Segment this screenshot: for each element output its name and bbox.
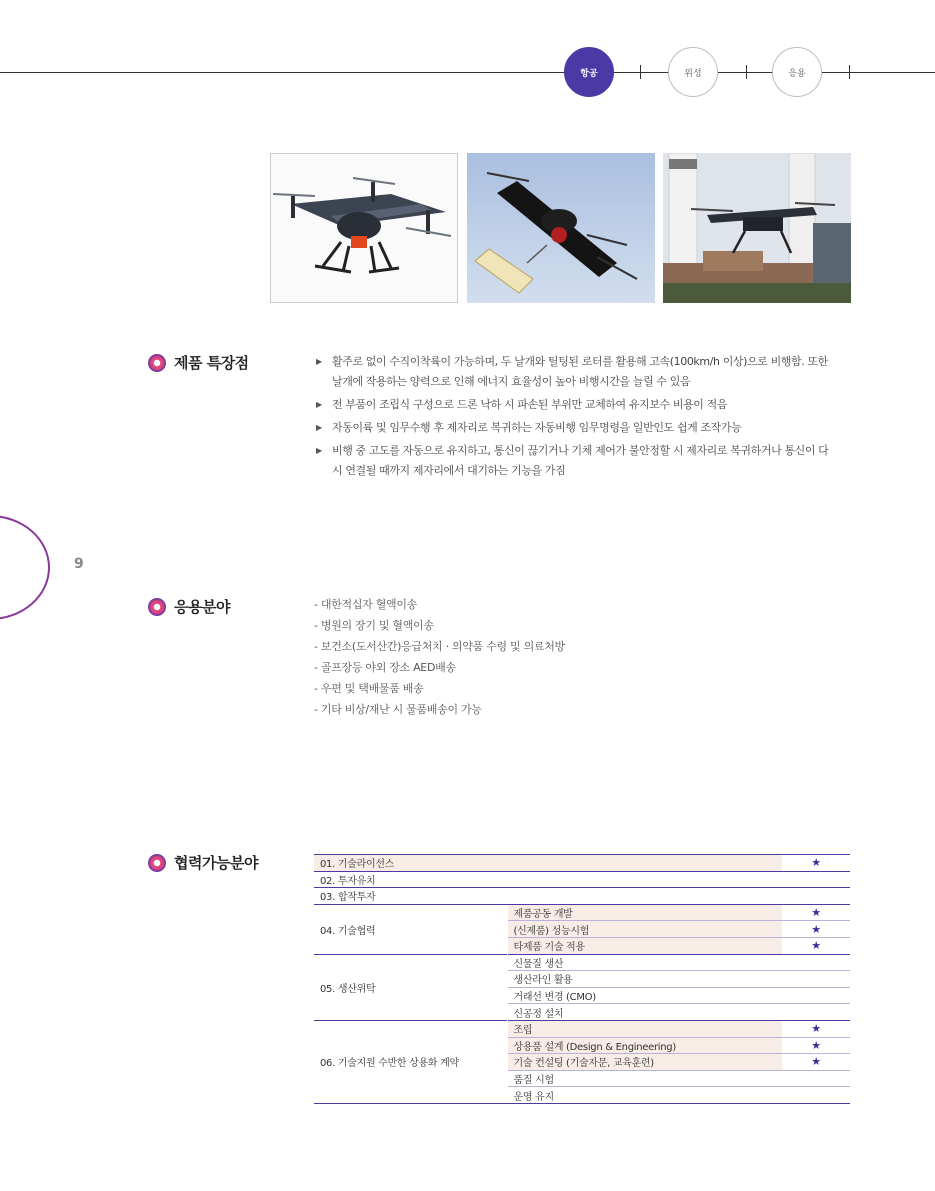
header-tick bbox=[746, 65, 747, 79]
header-tick bbox=[849, 65, 850, 79]
category-cell: 03. 합작투자 bbox=[314, 888, 782, 905]
subitem-cell: 타제품 기술 적용 bbox=[507, 937, 782, 954]
tab-label: 위성 bbox=[684, 68, 702, 79]
page-marker-arc bbox=[0, 515, 50, 620]
application-item: - 우편 및 택배물품 배송 bbox=[314, 682, 424, 695]
triangle-bullet-icon: ▶ bbox=[316, 423, 322, 432]
drone-photo-sky bbox=[467, 153, 655, 303]
star-icon: ★ bbox=[782, 904, 850, 921]
star-icon: ★ bbox=[782, 937, 850, 954]
applications-list bbox=[314, 594, 565, 720]
table-row bbox=[314, 855, 850, 872]
page-number: 9 bbox=[74, 556, 84, 572]
section-features-heading bbox=[148, 352, 249, 373]
category-cell: 02. 투자유치 bbox=[314, 871, 782, 888]
star-cell-empty bbox=[782, 1087, 850, 1104]
section-cooperation-heading bbox=[148, 852, 258, 873]
star-icon: ★ bbox=[782, 1037, 850, 1054]
header-tick bbox=[640, 65, 641, 79]
triangle-bullet-icon: ▶ bbox=[316, 446, 322, 455]
subitem-cell: 기술 컨설팅 (기술자문, 교육훈련) bbox=[507, 1054, 782, 1071]
star-icon: ★ bbox=[782, 1020, 850, 1037]
application-item: - 병원의 장기 및 혈액이송 bbox=[314, 619, 434, 632]
drone-photo-industrial bbox=[663, 153, 851, 303]
application-item: - 기타 비상/재난 시 물품배송이 가능 bbox=[314, 703, 482, 716]
application-item: - 골프장등 야외 장소 AED배송 bbox=[314, 661, 456, 674]
category-cell: 06. 기술지원 수반한 상용화 계약 bbox=[314, 1020, 507, 1103]
application-item: - 대한적십자 혈액이송 bbox=[314, 598, 417, 611]
table-row bbox=[314, 904, 850, 921]
tab-label: 항공 bbox=[580, 68, 598, 79]
category-cell: 04. 기술협력 bbox=[314, 904, 507, 954]
star-cell-empty bbox=[782, 971, 850, 988]
section-bullet-icon bbox=[148, 854, 166, 872]
section-title: 협력가능분야 bbox=[174, 854, 258, 872]
subitem-cell: 제품공동 개발 bbox=[507, 904, 782, 921]
table-row bbox=[314, 871, 850, 888]
application-item: - 보건소(도서산간)응급처치 · 의약품 수령 및 의료처방 bbox=[314, 640, 565, 653]
feature-text: 자동이륙 및 임무수행 후 제자리로 복귀하는 자동비행 임무명령을 일반인도 쉽게 조작가능 bbox=[332, 421, 742, 434]
subitem-cell: 거래선 변경 (CMO) bbox=[507, 987, 782, 1004]
triangle-bullet-icon: ▶ bbox=[316, 357, 322, 366]
subitem-cell: (신제품) 성능시험 bbox=[507, 921, 782, 938]
subitem-cell: 품질 시험 bbox=[507, 1070, 782, 1087]
section-bullet-icon bbox=[148, 354, 166, 372]
subitem-cell: 신공정 설치 bbox=[507, 1004, 782, 1021]
section-bullet-icon bbox=[148, 598, 166, 616]
category-cell: 01. 기술라이선스 bbox=[314, 855, 782, 872]
drone-photo-white-background bbox=[270, 153, 458, 303]
cooperation-table bbox=[314, 854, 850, 1104]
feature-text: 전 부품이 조립식 구성으로 드론 낙하 시 파손된 부위만 교체하여 유지보수 비용이 적음 bbox=[332, 398, 728, 411]
star-cell-empty bbox=[782, 954, 850, 971]
star-cell-empty bbox=[782, 1070, 850, 1087]
star-cell-empty bbox=[782, 871, 850, 888]
star-cell-empty bbox=[782, 987, 850, 1004]
feature-item bbox=[316, 352, 836, 392]
star-icon: ★ bbox=[782, 1054, 850, 1071]
table-row bbox=[314, 954, 850, 971]
section-title: 응용분야 bbox=[174, 598, 230, 616]
subitem-cell: 신물질 생산 bbox=[507, 954, 782, 971]
table-row bbox=[314, 1020, 850, 1037]
subitem-cell: 생산라인 활용 bbox=[507, 971, 782, 988]
section-applications-heading bbox=[148, 596, 230, 617]
feature-item bbox=[316, 395, 836, 415]
section-title: 제품 특장점 bbox=[174, 354, 249, 372]
subitem-cell: 상용품 설계 (Design & Engineering) bbox=[507, 1037, 782, 1054]
star-icon: ★ bbox=[782, 855, 850, 872]
star-cell-empty bbox=[782, 888, 850, 905]
features-list bbox=[316, 352, 836, 484]
tab-aviation[interactable] bbox=[564, 47, 614, 97]
triangle-bullet-icon: ▶ bbox=[316, 400, 322, 409]
star-icon: ★ bbox=[782, 921, 850, 938]
star-cell-empty bbox=[782, 1004, 850, 1021]
tab-satellite[interactable] bbox=[668, 47, 718, 97]
feature-item bbox=[316, 441, 836, 481]
category-cell: 05. 생산위탁 bbox=[314, 954, 507, 1020]
feature-text: 활주로 없이 수직이착륙이 가능하며, 두 날개와 틸팅된 로터를 활용해 고속(100km/h 이상)으로 비행함. 또한 날개에 작용하는 양력으로 인해 에너지 효율성이 높아 비행시간을 늘릴 수 있음 bbox=[332, 355, 828, 388]
tab-label: 응용 bbox=[788, 68, 806, 79]
table-row bbox=[314, 888, 850, 905]
feature-text: 비행 중 고도를 자동으로 유지하고, 통신이 끊기거나 기체 제어가 불안정할 시 제자리로 복귀하거나 통신이 다시 연결될 때까지 제자리에서 대기하는 기능을 가짐 bbox=[332, 444, 829, 477]
subitem-cell: 운영 유지 bbox=[507, 1087, 782, 1104]
tab-application[interactable] bbox=[772, 47, 822, 97]
subitem-cell: 조립 bbox=[507, 1020, 782, 1037]
feature-item bbox=[316, 418, 836, 438]
